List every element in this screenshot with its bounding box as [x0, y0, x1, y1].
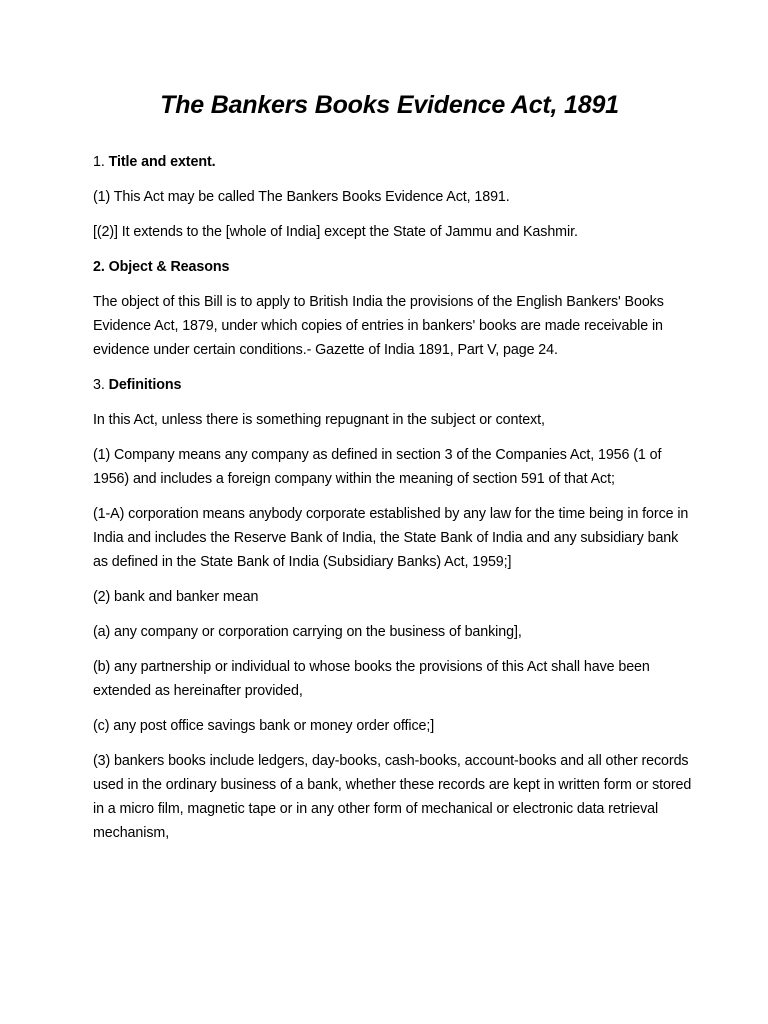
paragraph-9: (b) any partnership or individual to whose books the provisions of this Act shall have been extended as hereinafter provided,	[93, 659, 650, 699]
paragraph-4: In this Act, unless there is something repugnant in the subject or context,	[93, 412, 545, 428]
paragraph-7: (2) bank and banker mean	[93, 589, 259, 605]
section-3-heading	[93, 373, 693, 397]
paragraph-2: [(2)] It extends to the [whole of India] except the State of Jammu and Kashmir.	[93, 224, 578, 240]
section-1-number: 1.	[93, 154, 109, 170]
section-2-heading	[93, 255, 693, 279]
paragraph-1: (1) This Act may be called The Bankers Books Evidence Act, 1891.	[93, 189, 510, 205]
paragraph-5: (1) Company means any company as defined in section 3 of the Companies Act, 1956 (1 of 1956) and includes a foreign company within the meaning of section 591 of that Act;	[93, 447, 662, 487]
paragraph-10: (c) any post office savings bank or money order office;]	[93, 718, 435, 734]
section-1-title: Title and extent.	[108, 154, 216, 170]
section-1-heading	[93, 150, 693, 174]
document-title: The Bankers Books Evidence Act, 1891	[160, 91, 619, 119]
paragraph-11: (3) bankers books include ledgers, day-books, cash-books, account-books and all other records used in the ordinary business of a bank, whether these records are kept in written form or stored in a micro film, magnetic tape or in any other form of mechanical or electronic data retrieval mechanism,	[93, 753, 692, 841]
section-2-title: 2. Object & Reasons	[93, 259, 230, 275]
paragraph-3: The object of this Bill is to apply to British India the provisions of the English Bankers' Books Evidence Act, 1879, under which copies of entries in bankers' books are made receivable in evidence under certain conditions.- Gazette of India 1891, Part V, page 24.	[93, 294, 664, 358]
section-3-title: Definitions	[108, 377, 182, 393]
paragraph-6: (1-A) corporation means anybody corporate established by any law for the time being in force in India and includes the Reserve Bank of India, the State Bank of India and any subsidiary bank as defined in the State Bank of India (Subsidiary Banks) Act, 1959;]	[93, 506, 689, 570]
section-3-number: 3.	[93, 377, 109, 393]
document-body	[93, 150, 693, 845]
paragraph-8: (a) any company or corporation carrying on the business of banking],	[93, 624, 522, 640]
